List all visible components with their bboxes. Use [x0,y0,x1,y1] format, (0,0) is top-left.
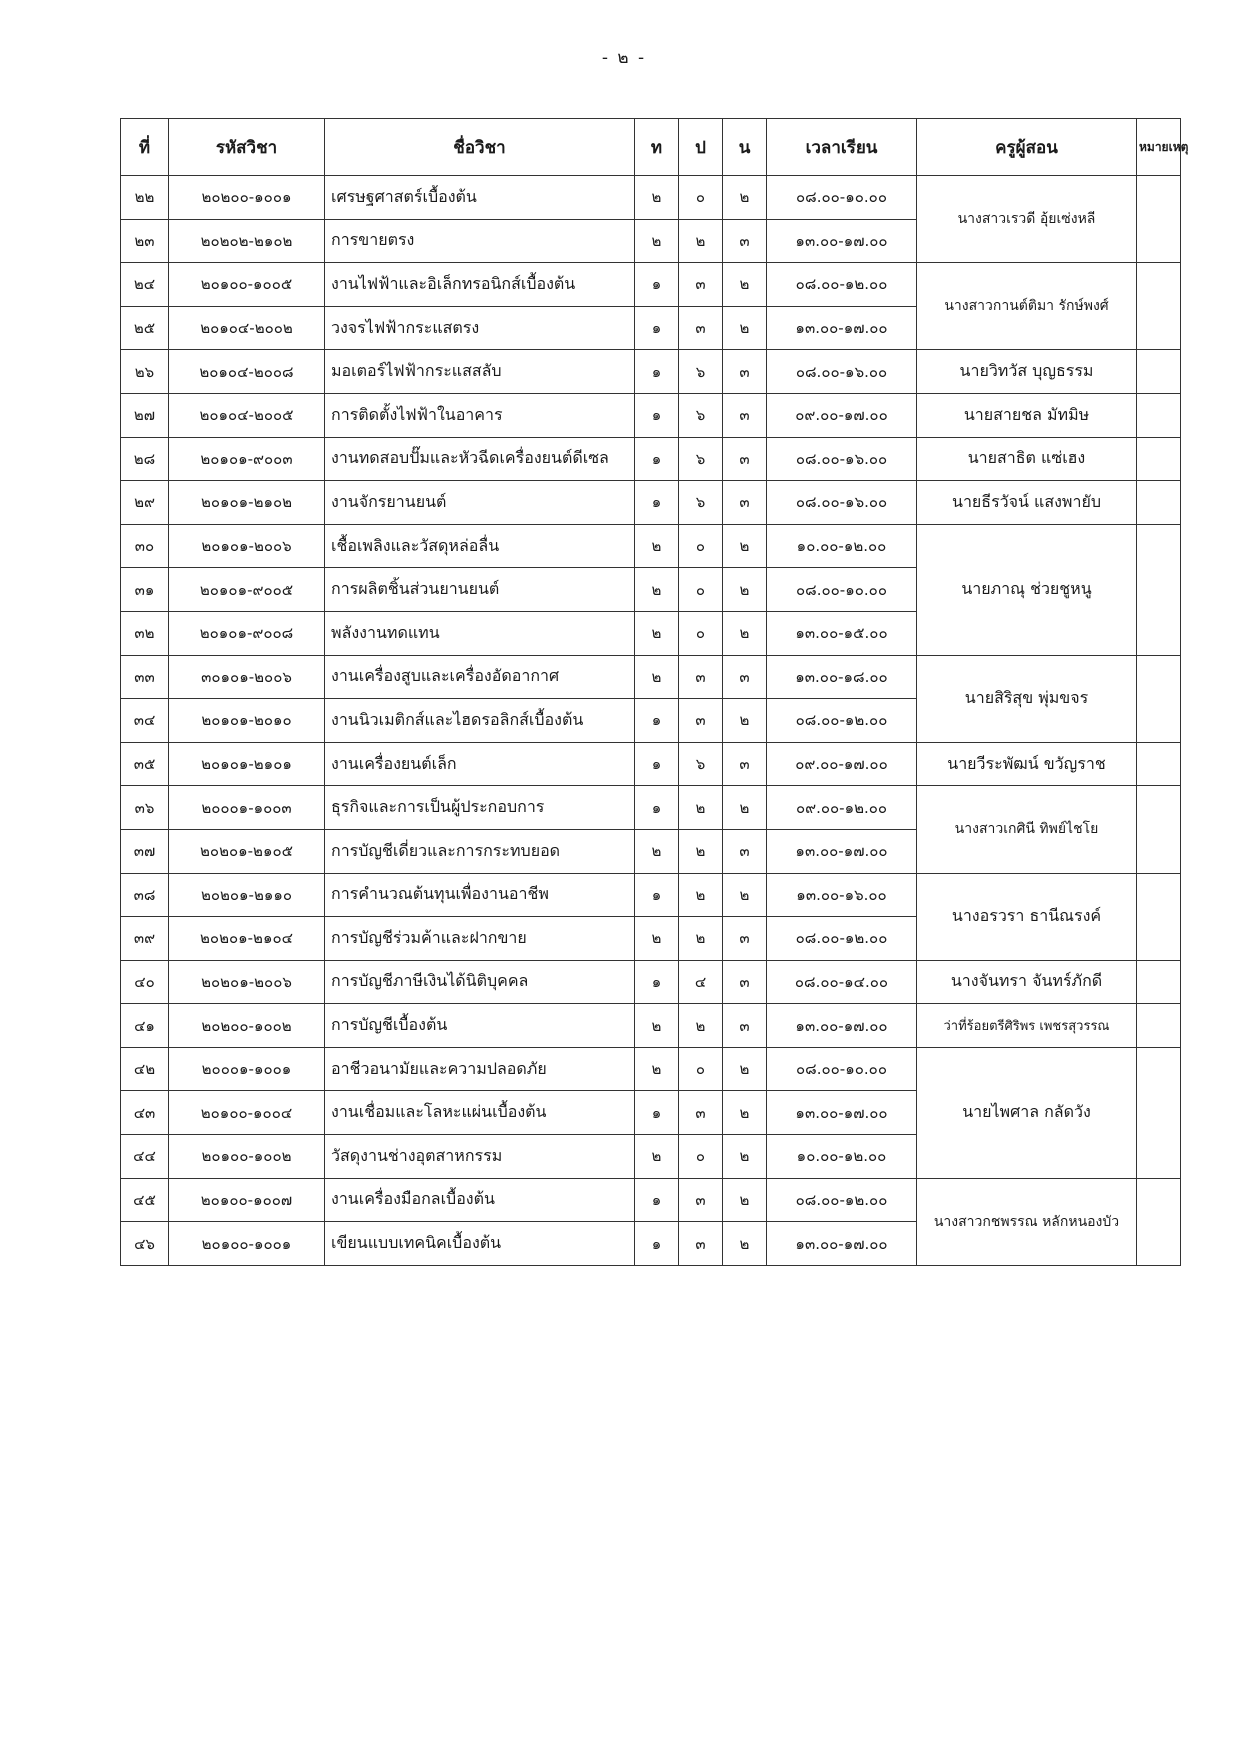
credits: ๓ [723,1004,767,1048]
class-time: ๑๓.๐๐-๑๗.๐๐ [767,829,917,873]
practice-hours: ๓ [679,263,723,307]
teacher-name: นางสาวกานต์ติมา รักษ์พงศ์ [917,263,1137,350]
row-number: ๓๒ [121,611,169,655]
class-time: ๐๙.๐๐-๑๒.๐๐ [767,786,917,830]
course-code: ๒๐๒๐๒-๒๑๐๒ [169,219,325,263]
row-number: ๓๖ [121,786,169,830]
table-header-row [121,119,1181,176]
header-time: เวลาเรียน [767,119,917,176]
course-code: ๒๐๑๐๑-๒๑๐๒ [169,481,325,525]
teacher-name: นายสายชล มัทมิษ [917,393,1137,437]
theory-hours: ๒ [635,1004,679,1048]
class-time: ๐๘.๐๐-๑๐.๐๐ [767,568,917,612]
course-code: ๒๐๑๐๑-๒๐๐๖ [169,524,325,568]
course-name: งานจักรยานยนต์ [325,481,635,525]
course-code: ๒๐๑๐๐-๑๐๐๒ [169,1135,325,1179]
course-code: ๒๐๒๐๑-๒๑๐๕ [169,829,325,873]
header-theory: ท [635,119,679,176]
course-name: เขียนแบบเทคนิคเบื้องต้น [325,1222,635,1266]
class-time: ๐๙.๐๐-๑๗.๐๐ [767,393,917,437]
practice-hours: ๐ [679,1047,723,1091]
credits: ๒ [723,1091,767,1135]
theory-hours: ๑ [635,960,679,1004]
teacher-name: นายวิทวัส บุญธรรม [917,350,1137,394]
teacher-name: ว่าที่ร้อยตรีศิริพร เพชรสุวรรณ [917,1004,1137,1048]
class-time: ๐๙.๐๐-๑๗.๐๐ [767,742,917,786]
course-name: พลังงานทดแทน [325,611,635,655]
row-number: ๔๓ [121,1091,169,1135]
class-time: ๐๘.๐๐-๑๖.๐๐ [767,437,917,481]
table-row [121,1047,1181,1091]
credits: ๒ [723,1222,767,1266]
row-number: ๔๑ [121,1004,169,1048]
remark-cell [1137,1178,1181,1265]
course-code: ๒๐๒๐๐-๑๐๐๒ [169,1004,325,1048]
credits: ๒ [723,786,767,830]
practice-hours: ๒ [679,1004,723,1048]
course-code: ๒๐๒๐๑-๒๑๐๔ [169,917,325,961]
row-number: ๒๒ [121,176,169,220]
row-number: ๓๑ [121,568,169,612]
page-number: - ๒ - [601,48,647,68]
course-name: ธุรกิจและการเป็นผู้ประกอบการ [325,786,635,830]
class-time: ๑๓.๐๐-๑๗.๐๐ [767,1091,917,1135]
table-row [121,176,1181,220]
class-time: ๑๓.๐๐-๑๖.๐๐ [767,873,917,917]
credits: ๒ [723,1047,767,1091]
course-name: งานเครื่องยนต์เล็ก [325,742,635,786]
theory-hours: ๑ [635,786,679,830]
theory-hours: ๒ [635,1047,679,1091]
practice-hours: ๖ [679,437,723,481]
course-name: การติดตั้งไฟฟ้าในอาคาร [325,393,635,437]
table-row [121,393,1181,437]
class-time: ๑๓.๐๐-๑๕.๐๐ [767,611,917,655]
course-code: ๒๐๑๐๑-๒๐๑๐ [169,699,325,743]
practice-hours: ๔ [679,960,723,1004]
theory-hours: ๑ [635,1222,679,1266]
class-time: ๐๘.๐๐-๑๖.๐๐ [767,350,917,394]
practice-hours: ๒ [679,786,723,830]
course-name: วงจรไฟฟ้ากระแสตรง [325,306,635,350]
teacher-name: นายสิริสุข พุ่มขจร [917,655,1137,742]
theory-hours: ๒ [635,655,679,699]
teacher-name: นายธีรวัจน์ แสงพายับ [917,481,1137,525]
table-row [121,1004,1181,1048]
credits: ๓ [723,917,767,961]
remark-cell [1137,873,1181,960]
course-name: เศรษฐศาสตร์เบื้องต้น [325,176,635,220]
theory-hours: ๑ [635,481,679,525]
header-name: ชื่อวิชา [325,119,635,176]
course-code: ๒๐๒๐๑-๒๑๑๐ [169,873,325,917]
row-number: ๓๗ [121,829,169,873]
class-time: ๐๘.๐๐-๑๔.๐๐ [767,960,917,1004]
teacher-name: นางอรวรา ธานีณรงค์ [917,873,1137,960]
practice-hours: ๖ [679,742,723,786]
remark-cell [1137,524,1181,655]
class-time: ๐๘.๐๐-๑๒.๐๐ [767,699,917,743]
row-number: ๔๒ [121,1047,169,1091]
header-no: ที่ [121,119,169,176]
course-code: ๒๐๑๐๐-๑๐๐๗ [169,1178,325,1222]
row-number: ๒๗ [121,393,169,437]
row-number: ๓๙ [121,917,169,961]
course-name: เชื้อเพลิงและวัสดุหล่อลื่น [325,524,635,568]
theory-hours: ๒ [635,1135,679,1179]
class-time: ๑๓.๐๐-๑๗.๐๐ [767,1004,917,1048]
credits: ๓ [723,960,767,1004]
row-number: ๓๘ [121,873,169,917]
class-time: ๑๓.๐๐-๑๗.๐๐ [767,1222,917,1266]
practice-hours: ๐ [679,611,723,655]
header-practice: ป [679,119,723,176]
course-name: งานไฟฟ้าและอิเล็กทรอนิกส์เบื้องต้น [325,263,635,307]
course-name: การบัญชีเดี่ยวและการกระทบยอด [325,829,635,873]
theory-hours: ๑ [635,699,679,743]
credits: ๓ [723,481,767,525]
remark-cell [1137,481,1181,525]
row-number: ๒๔ [121,263,169,307]
table-row [121,437,1181,481]
class-time: ๐๘.๐๐-๑๖.๐๐ [767,481,917,525]
practice-hours: ๒ [679,917,723,961]
practice-hours: ๒ [679,829,723,873]
remark-cell [1137,1004,1181,1048]
class-time: ๑๓.๐๐-๑๘.๐๐ [767,655,917,699]
theory-hours: ๒ [635,917,679,961]
practice-hours: ๐ [679,176,723,220]
table-row [121,524,1181,568]
course-code: ๒๐๑๐๐-๑๐๐๕ [169,263,325,307]
practice-hours: ๖ [679,481,723,525]
credits: ๒ [723,611,767,655]
credits: ๒ [723,568,767,612]
theory-hours: ๑ [635,393,679,437]
credits: ๓ [723,219,767,263]
class-time: ๐๘.๐๐-๑๐.๐๐ [767,1047,917,1091]
course-code: ๒๐๑๐๔-๒๐๐๕ [169,393,325,437]
class-time: ๐๘.๐๐-๑๐.๐๐ [767,176,917,220]
class-time: ๑๐.๐๐-๑๒.๐๐ [767,1135,917,1179]
practice-hours: ๓ [679,1222,723,1266]
remark-cell [1137,786,1181,873]
course-name: งานทดสอบปั๊มและหัวฉีดเครื่องยนต์ดีเซล [325,437,635,481]
course-code: ๒๐๑๐๐-๑๐๐๔ [169,1091,325,1135]
credits: ๓ [723,829,767,873]
course-name: การบัญชีเบื้องต้น [325,1004,635,1048]
teacher-name: นายไพศาล กลัดวัง [917,1047,1137,1178]
credits: ๓ [723,742,767,786]
course-name: วัสดุงานช่างอุตสาหกรรม [325,1135,635,1179]
row-number: ๓๔ [121,699,169,743]
course-name: การบัญชีร่วมค้าและฝากขาย [325,917,635,961]
course-code: ๒๐๐๐๑-๑๐๐๓ [169,786,325,830]
credits: ๓ [723,437,767,481]
row-number: ๓๓ [121,655,169,699]
row-number: ๔๐ [121,960,169,1004]
credits: ๒ [723,306,767,350]
course-code: ๒๐๑๐๑-๙๐๐๕ [169,568,325,612]
remark-cell [1137,960,1181,1004]
credits: ๒ [723,1178,767,1222]
row-number: ๓๕ [121,742,169,786]
theory-hours: ๑ [635,350,679,394]
practice-hours: ๓ [679,1091,723,1135]
table-body [121,176,1181,1266]
theory-hours: ๒ [635,611,679,655]
practice-hours: ๓ [679,699,723,743]
row-number: ๒๕ [121,306,169,350]
table-row [121,873,1181,917]
remark-cell [1137,1047,1181,1178]
theory-hours: ๑ [635,437,679,481]
remark-cell [1137,742,1181,786]
practice-hours: ๖ [679,393,723,437]
course-code: ๒๐๑๐๔-๒๐๐๒ [169,306,325,350]
table-row [121,350,1181,394]
credits: ๒ [723,699,767,743]
course-name: การคำนวณต้นทุนเพื่องานอาชีพ [325,873,635,917]
practice-hours: ๒ [679,219,723,263]
course-code: ๒๐๑๐๐-๑๐๐๑ [169,1222,325,1266]
header-code: รหัสวิชา [169,119,325,176]
table-row [121,1178,1181,1222]
credits: ๒ [723,524,767,568]
credits: ๒ [723,1135,767,1179]
row-number: ๒๙ [121,481,169,525]
table-row [121,263,1181,307]
theory-hours: ๑ [635,742,679,786]
theory-hours: ๒ [635,829,679,873]
course-name: การผลิตชิ้นส่วนยานยนต์ [325,568,635,612]
class-time: ๑๐.๐๐-๑๒.๐๐ [767,524,917,568]
row-number: ๔๕ [121,1178,169,1222]
remark-cell [1137,655,1181,742]
teacher-name: นางสาวกชพรรณ หลักหนองบัว [917,1178,1137,1265]
teacher-name: นางสาวเรวดี อุ้ยเซ่งหลี [917,176,1137,263]
teacher-name: นางสาวเกศินี ทิพย์ไชโย [917,786,1137,873]
row-number: ๔๖ [121,1222,169,1266]
credits: ๓ [723,655,767,699]
credits: ๓ [723,350,767,394]
teacher-name: นางจันทรา จันทร์ภักดี [917,960,1137,1004]
theory-hours: ๑ [635,263,679,307]
theory-hours: ๒ [635,568,679,612]
practice-hours: ๒ [679,873,723,917]
teacher-name: นายภาณุ ช่วยชูหนู [917,524,1137,655]
row-number: ๒๘ [121,437,169,481]
course-name: งานเครื่องมือกลเบื้องต้น [325,1178,635,1222]
course-name: การขายตรง [325,219,635,263]
credits: ๒ [723,263,767,307]
course-name: การบัญชีภาษีเงินได้นิติบุคคล [325,960,635,1004]
table-row [121,960,1181,1004]
header-teacher: ครูผู้สอน [917,119,1137,176]
header-remark: หมายเหตุ [1137,119,1181,176]
theory-hours: ๒ [635,219,679,263]
course-code: ๒๐๑๐๑-๙๐๐๘ [169,611,325,655]
row-number: ๓๐ [121,524,169,568]
credits: ๒ [723,873,767,917]
class-time: ๑๓.๐๐-๑๗.๐๐ [767,219,917,263]
theory-hours: ๑ [635,1178,679,1222]
remark-cell [1137,437,1181,481]
course-code: ๒๐๒๐๑-๒๐๐๖ [169,960,325,1004]
row-number: ๒๓ [121,219,169,263]
course-code: ๒๐๑๐๔-๒๐๐๘ [169,350,325,394]
theory-hours: ๒ [635,524,679,568]
practice-hours: ๓ [679,655,723,699]
remark-cell [1137,176,1181,263]
course-code: ๒๐๐๐๑-๑๐๐๑ [169,1047,325,1091]
theory-hours: ๑ [635,1091,679,1135]
course-name: งานเชื่อมและโลหะแผ่นเบื้องต้น [325,1091,635,1135]
theory-hours: ๑ [635,306,679,350]
practice-hours: ๐ [679,1135,723,1179]
header-credit: น [723,119,767,176]
practice-hours: ๓ [679,306,723,350]
table-row [121,742,1181,786]
class-time: ๐๘.๐๐-๑๒.๐๐ [767,1178,917,1222]
course-name: งานเครื่องสูบและเครื่องอัดอากาศ [325,655,635,699]
schedule-table [120,118,1189,1266]
course-code: ๒๐๑๐๑-๒๑๐๑ [169,742,325,786]
table-row [121,481,1181,525]
credits: ๒ [723,176,767,220]
remark-cell [1137,350,1181,394]
practice-hours: ๐ [679,568,723,612]
row-number: ๒๖ [121,350,169,394]
course-code: ๒๐๒๐๐-๑๐๐๑ [169,176,325,220]
row-number: ๔๔ [121,1135,169,1179]
course-code: ๒๐๑๐๑-๙๐๐๓ [169,437,325,481]
class-time: ๐๘.๐๐-๑๒.๐๐ [767,263,917,307]
course-name: งานนิวเมติกส์และไฮดรอลิกส์เบื้องต้น [325,699,635,743]
teacher-name: นายสาธิต แซ่เฮง [917,437,1137,481]
practice-hours: ๖ [679,350,723,394]
theory-hours: ๑ [635,873,679,917]
class-time: ๑๓.๐๐-๑๗.๐๐ [767,306,917,350]
course-name: มอเตอร์ไฟฟ้ากระแสสลับ [325,350,635,394]
practice-hours: ๓ [679,1178,723,1222]
theory-hours: ๒ [635,176,679,220]
teacher-name: นายวีระพัฒน์ ขวัญราช [917,742,1137,786]
credits: ๓ [723,393,767,437]
table-row [121,786,1181,830]
remark-cell [1137,393,1181,437]
course-code: ๓๐๑๐๑-๒๐๐๖ [169,655,325,699]
class-time: ๐๘.๐๐-๑๒.๐๐ [767,917,917,961]
remark-cell [1137,263,1181,350]
course-name: อาชีวอนามัยและความปลอดภัย [325,1047,635,1091]
table-row [121,655,1181,699]
practice-hours: ๐ [679,524,723,568]
